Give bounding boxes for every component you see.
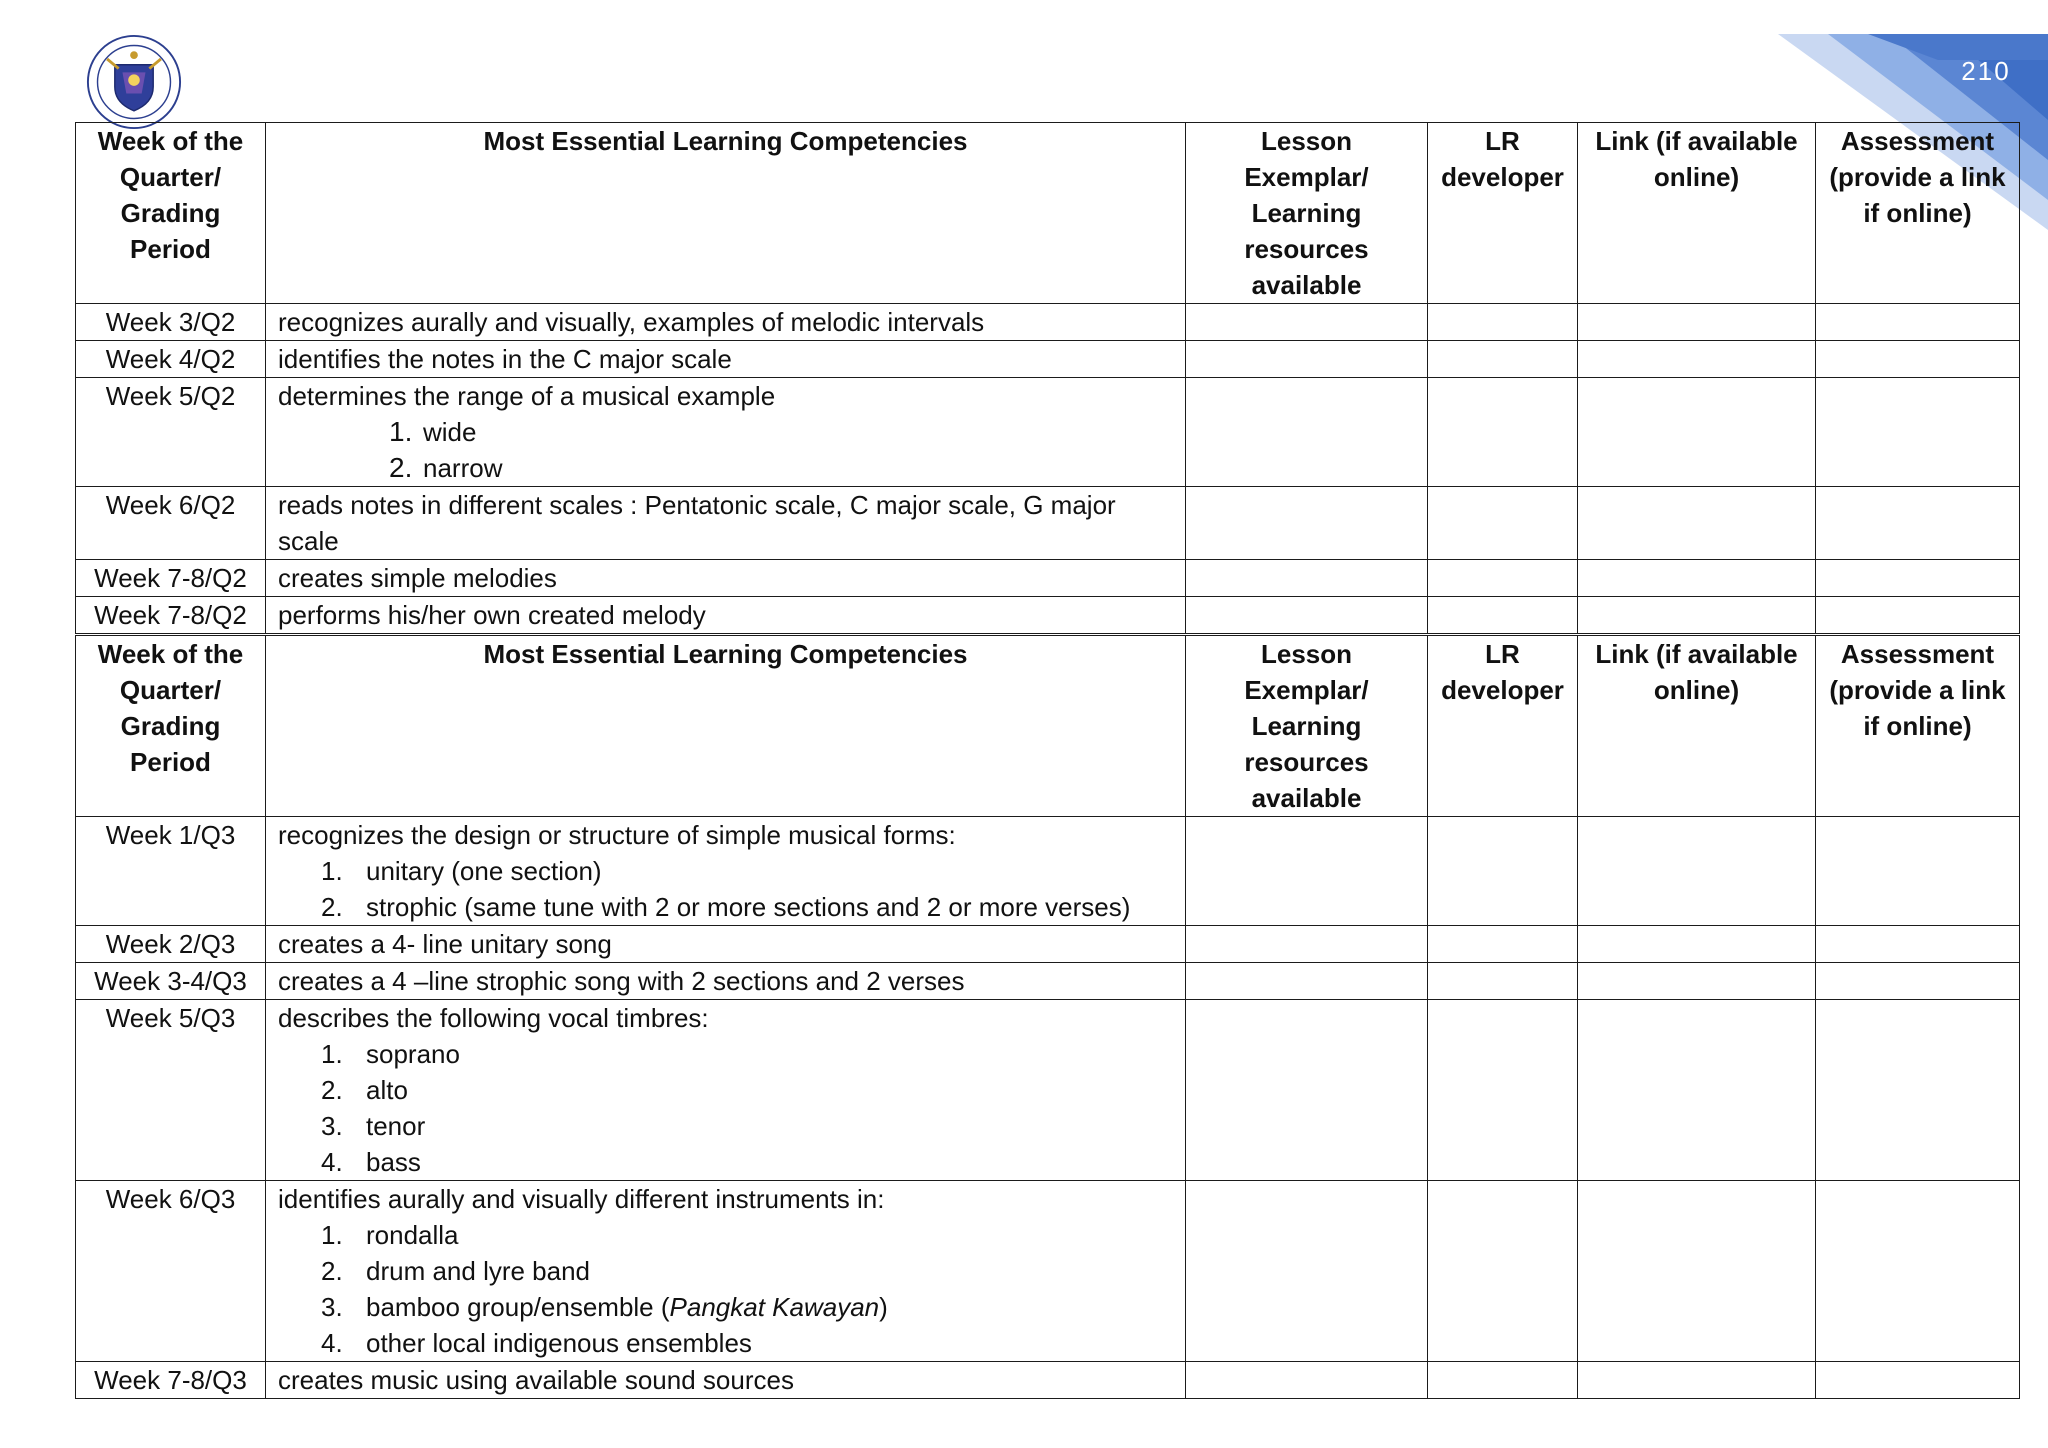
competencies-table-q3 <box>75 635 2020 1399</box>
table-row <box>76 1181 2020 1362</box>
empty-cell <box>1428 926 1578 963</box>
header-lesson-exemplar: Lesson Exemplar/ Learning resources available <box>1186 636 1428 817</box>
empty-cell <box>1428 487 1578 560</box>
list-item <box>278 414 1173 450</box>
list-number: 2. <box>389 452 413 483</box>
sub-list <box>278 1217 1173 1361</box>
table-row <box>76 378 2020 487</box>
week-cell: Week 5/Q2 <box>76 378 266 487</box>
competency-cell <box>266 560 1186 597</box>
list-item-text: other local indigenous ensembles <box>366 1328 752 1358</box>
empty-cell <box>1578 1181 1816 1362</box>
competency-cell <box>266 1000 1186 1181</box>
list-item <box>278 1108 1173 1144</box>
table-row <box>76 304 2020 341</box>
header-assessment: Assessment (provide a link if online) <box>1816 636 2020 817</box>
competency-text: identifies aurally and visually different instruments in: <box>278 1184 885 1214</box>
week-cell: Week 3/Q2 <box>76 304 266 341</box>
competency-cell <box>266 487 1186 560</box>
list-item <box>278 1253 1173 1289</box>
competency-cell <box>266 1181 1186 1362</box>
list-item-text: soprano <box>366 1039 460 1069</box>
empty-cell <box>1578 963 1816 1000</box>
empty-cell <box>1816 1362 2020 1399</box>
empty-cell <box>1816 1000 2020 1181</box>
empty-cell <box>1816 304 2020 341</box>
empty-cell <box>1816 378 2020 487</box>
competency-text: determines the range of a musical example <box>278 381 776 411</box>
empty-cell <box>1186 304 1428 341</box>
competency-cell <box>266 963 1186 1000</box>
sub-list <box>278 414 1173 486</box>
header-lr-developer: LR developer <box>1428 123 1578 304</box>
list-item-text: narrow <box>423 453 503 483</box>
empty-cell <box>1578 1362 1816 1399</box>
list-item-after: ) <box>879 1292 888 1322</box>
list-number: 3. <box>321 1111 343 1141</box>
empty-cell <box>1578 487 1816 560</box>
competency-text: creates music using available sound sources <box>278 1365 794 1395</box>
list-number: 1. <box>321 1039 343 1069</box>
week-cell: Week 5/Q3 <box>76 1000 266 1181</box>
competency-cell <box>266 1362 1186 1399</box>
list-item-text: alto <box>366 1075 408 1105</box>
empty-cell <box>1186 1000 1428 1181</box>
week-cell: Week 6/Q2 <box>76 487 266 560</box>
empty-cell <box>1578 817 1816 926</box>
list-item <box>278 450 1173 486</box>
empty-cell <box>1186 963 1428 1000</box>
header-lesson-exemplar: Lesson Exemplar/ Learning resources available <box>1186 123 1428 304</box>
empty-cell <box>1816 560 2020 597</box>
empty-cell <box>1428 304 1578 341</box>
week-cell: Week 7-8/Q2 <box>76 597 266 634</box>
competency-text: describes the following vocal timbres: <box>278 1003 709 1033</box>
competency-cell <box>266 926 1186 963</box>
list-item <box>278 889 1173 925</box>
competency-cell <box>266 378 1186 487</box>
competency-cell <box>266 341 1186 378</box>
list-number: 1. <box>321 1220 343 1250</box>
competency-text: creates simple melodies <box>278 563 557 593</box>
empty-cell <box>1428 341 1578 378</box>
empty-cell <box>1428 963 1578 1000</box>
list-number: 4. <box>321 1328 343 1358</box>
list-number: 2. <box>321 892 343 922</box>
list-item <box>278 1036 1173 1072</box>
list-item <box>278 1289 1173 1325</box>
empty-cell <box>1186 1181 1428 1362</box>
empty-cell <box>1816 817 2020 926</box>
page-number: 210 <box>1961 56 2011 86</box>
week-cell: Week 1/Q3 <box>76 817 266 926</box>
empty-cell <box>1428 1000 1578 1181</box>
list-item-text: unitary (one section) <box>366 856 602 886</box>
week-cell: Week 3-4/Q3 <box>76 963 266 1000</box>
table-row <box>76 341 2020 378</box>
empty-cell <box>1578 926 1816 963</box>
empty-cell <box>1578 341 1816 378</box>
list-item-italic: Pangkat Kawayan <box>669 1292 880 1322</box>
list-item <box>278 1144 1173 1180</box>
competency-cell <box>266 817 1186 926</box>
empty-cell <box>1578 560 1816 597</box>
empty-cell <box>1578 1000 1816 1181</box>
empty-cell <box>1816 487 2020 560</box>
list-number: 3. <box>321 1292 343 1322</box>
week-cell: Week 4/Q2 <box>76 341 266 378</box>
list-number: 4. <box>321 1147 343 1177</box>
table-row <box>76 1000 2020 1181</box>
header-link: Link (if available online) <box>1578 636 1816 817</box>
empty-cell <box>1578 597 1816 634</box>
empty-cell <box>1428 378 1578 487</box>
list-item-text: drum and lyre band <box>366 1256 591 1286</box>
list-number: 2. <box>321 1075 343 1105</box>
competency-text: creates a 4 –line strophic song with 2 sections and 2 verses <box>278 966 965 996</box>
list-item <box>278 1217 1173 1253</box>
empty-cell <box>1578 378 1816 487</box>
table-row <box>76 487 2020 560</box>
empty-cell <box>1186 817 1428 926</box>
header-week: Week of the Quarter/ Grading Period <box>76 123 266 304</box>
deped-seal-icon <box>86 34 182 130</box>
empty-cell <box>1816 963 2020 1000</box>
list-item-text: bass <box>366 1147 421 1177</box>
competencies-table-q2 <box>75 122 2020 634</box>
list-item-text: strophic (same tune with 2 or more sections and 2 or more verses) <box>366 892 1131 922</box>
week-cell: Week 2/Q3 <box>76 926 266 963</box>
empty-cell <box>1186 926 1428 963</box>
empty-cell <box>1816 1181 2020 1362</box>
empty-cell <box>1816 341 2020 378</box>
list-item-text: tenor <box>366 1111 426 1141</box>
empty-cell <box>1578 304 1816 341</box>
empty-cell <box>1816 926 2020 963</box>
table-row <box>76 597 2020 634</box>
competency-text: reads notes in different scales : Pentatonic scale, C major scale, G major scale <box>278 490 1116 556</box>
table-row <box>76 1362 2020 1399</box>
competency-text: performs his/her own created melody <box>278 600 706 630</box>
header-link: Link (if available online) <box>1578 123 1816 304</box>
empty-cell <box>1816 597 2020 634</box>
header-week: Week of the Quarter/ Grading Period <box>76 636 266 817</box>
week-cell: Week 7-8/Q2 <box>76 560 266 597</box>
week-cell: Week 6/Q3 <box>76 1181 266 1362</box>
competency-cell <box>266 597 1186 634</box>
list-item-text: rondalla <box>366 1220 459 1250</box>
competency-text: creates a 4- line unitary song <box>278 929 612 959</box>
competency-cell <box>266 304 1186 341</box>
header-lr-developer: LR developer <box>1428 636 1578 817</box>
empty-cell <box>1186 560 1428 597</box>
table-header-row <box>76 636 2020 817</box>
sub-list <box>278 853 1173 925</box>
header-assessment: Assessment (provide a link if online) <box>1816 123 2020 304</box>
empty-cell <box>1186 487 1428 560</box>
empty-cell <box>1186 597 1428 634</box>
week-cell: Week 7-8/Q3 <box>76 1362 266 1399</box>
list-item-text: wide <box>423 417 477 447</box>
table-row <box>76 963 2020 1000</box>
empty-cell <box>1428 1181 1578 1362</box>
empty-cell <box>1186 341 1428 378</box>
table-row <box>76 926 2020 963</box>
list-item-text: bamboo group/ensemble ( <box>366 1292 670 1322</box>
empty-cell <box>1428 817 1578 926</box>
table-header-row <box>76 123 2020 304</box>
list-item <box>278 853 1173 889</box>
header-competencies: Most Essential Learning Competencies <box>266 123 1186 304</box>
table-row <box>76 817 2020 926</box>
list-item <box>278 1072 1173 1108</box>
header-competencies: Most Essential Learning Competencies <box>266 636 1186 817</box>
sub-list <box>278 1036 1173 1180</box>
competency-text: identifies the notes in the C major scale <box>278 344 732 374</box>
list-number: 1. <box>321 856 343 886</box>
competency-text: recognizes the design or structure of simple musical forms: <box>278 820 956 850</box>
empty-cell <box>1428 560 1578 597</box>
empty-cell <box>1428 597 1578 634</box>
empty-cell <box>1186 378 1428 487</box>
list-item <box>278 1325 1173 1361</box>
competency-text: recognizes aurally and visually, examples of melodic intervals <box>278 307 985 337</box>
list-number: 2. <box>321 1256 343 1286</box>
empty-cell <box>1186 1362 1428 1399</box>
empty-cell <box>1428 1362 1578 1399</box>
table-row <box>76 560 2020 597</box>
list-number: 1. <box>389 416 413 447</box>
